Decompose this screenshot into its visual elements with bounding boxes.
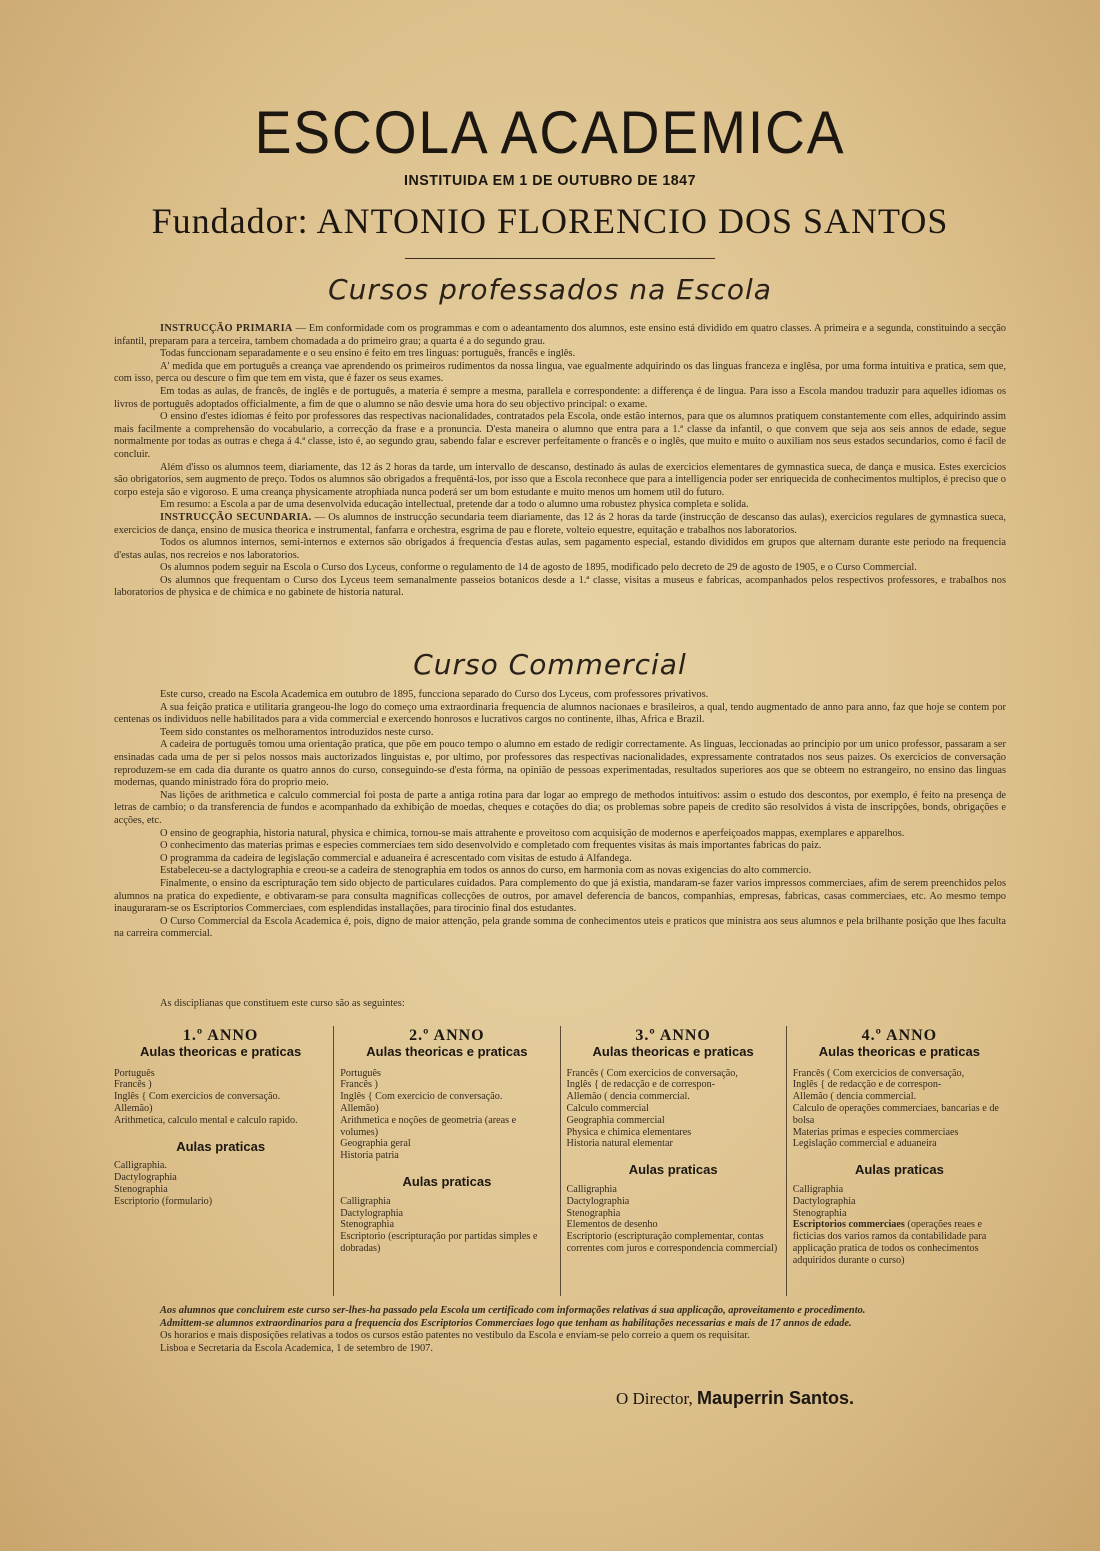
practice-heading: Aulas praticas bbox=[176, 1138, 266, 1154]
practice-heading: Aulas praticas bbox=[628, 1162, 718, 1178]
list-item: Escriptorio (escripturação complementar, contas correntes com juros e correspondencia commercial) bbox=[566, 1231, 778, 1254]
divider bbox=[405, 258, 715, 259]
list-item: Escriptorio (formulario) bbox=[114, 1195, 213, 1207]
section-title-cursos: Cursos professados na Escola bbox=[328, 273, 772, 306]
list-item: Francês ( Com exercicios de conversação, bbox=[566, 1067, 738, 1079]
paragraph-text: Além d'isso os alumnos teem, diariamente, das 12 ás 2 horas da tarde, um intervallo de descanso, destinado ás aulas de exercicios elementares de gymnastica sueca, de dança e musica. Estes exercicios são obrigatorios, sem augmento de preço. Todos os alumnos são obrigados a frequêntá-los, por isso que a Escola reconhece que para a intelligencia poder ser enriquecida de conhecimentos multiplos, é preciso que o corpo esteja são e vigoroso. E uma creança physicamente atrophiada nunca poderá ser um bom estudante e muito menos um homem util do futuro. bbox=[114, 461, 1006, 498]
note-extraordinary: Admittem-se alumnos extraordinarios para a frequencia dos Escriptorios Commerciaes logo que tenham as habilitações necessarias e mais de 17 annos de edade. bbox=[160, 1317, 852, 1329]
curriculum-columns bbox=[108, 1026, 1012, 1296]
list-item: Francês ) bbox=[114, 1079, 152, 1091]
paragraph bbox=[114, 361, 1006, 386]
list-item: Allemão) bbox=[340, 1102, 379, 1114]
paragraph: Nas lições de arithmetica e calculo commercial foi posta de parte a antiga rotina para dar logar ao emprego de methodos intuitivos: assim o estudo dos descontos, por exemplo, é feito na presença de letras de cambio; o da transferencia de fundos e acompanhado da exhibição de moedas, cheques e cotações do dia; os problemas sobre papeis de credito são resolvidos á vista de inscripções, bonds, obrigações e acções, etc. bbox=[114, 789, 1006, 826]
list-item: Calculo de operações commerciaes, bancarias e de bolsa bbox=[792, 1102, 999, 1126]
paragraph: Estabeleceu-se a dactylographia e creou-se a cadeira de stenographia em todos os annos do curso, em harmonia com as novas exigencias do alto commercio. bbox=[160, 865, 812, 877]
list-item: Physica e chimica elementares bbox=[566, 1126, 692, 1138]
list-item: Geographia commercial bbox=[566, 1114, 665, 1126]
paragraph: Este curso, creado na Escola Academica em outubro de 1895, funcciona separado do Curso dos Lyceus, com professores privativos. bbox=[160, 689, 709, 700]
paragraph bbox=[114, 411, 1006, 461]
theory-heading: Aulas theoricas e praticas bbox=[818, 1043, 980, 1059]
practice-list bbox=[114, 1160, 327, 1207]
paragraph bbox=[114, 323, 1006, 348]
year-label: 2.º ANNO bbox=[409, 1027, 485, 1044]
paragraph-text: — Os alumnos de instrucção secundaria teem diariamente, das 12 ás 2 horas da tarde (instrucção de descanso das aulas), exercicios regulares de gymnastica sueca, exercicios de dança, ensino de musica theorica e instrumental, fanfarra e orchestra, esgrima de pau e florete, volteio equestre, equitação e trabalhos nos laboratorios. bbox=[114, 511, 1007, 536]
list-item: Historia natural elementar bbox=[566, 1138, 673, 1150]
page-title: ESCOLA ACADEMICA bbox=[254, 99, 846, 166]
list-item: Arithmetica, calculo mental e calculo rapido. bbox=[114, 1114, 298, 1126]
list-item: Calligraphia. bbox=[114, 1160, 167, 1172]
list-item: Dactylographia bbox=[340, 1207, 404, 1219]
theory-heading: Aulas theoricas e praticas bbox=[140, 1043, 302, 1059]
list-item: Stenographia bbox=[340, 1219, 395, 1231]
paragraph bbox=[114, 562, 1006, 575]
paragraph bbox=[114, 348, 1006, 361]
note-date: Lisboa e Secretaria da Escola Academica, 1 de setembro de 1907. bbox=[160, 1342, 433, 1354]
paragraph-text: Em resumo: a Escola a par de uma desenvolvida educação intellectual, pretende dar a todo o alumno uma robustez physica completa e solida. bbox=[160, 499, 749, 511]
list-item: Inglês { de redacção e de correspon- bbox=[566, 1079, 716, 1091]
paragraph: A cadeira de português tomou uma orientação pratica, que põe em pouco tempo o alumno em estado de redigir correctamente. As linguas, leccionadas ao principio por um unico professor, passaram a ser ensinadas cada uma de per si pelos nossos mais auctorizados linguistas e, por ultimo, por professores das respectivas nacionalidades, expressamente contratados nos seus paizes. Os exercicios de conversação reproduzem-se em cada dia durante os quatro annos do curso, conseguindo-se d'esta fórma, na opinião de pessoas experimentadas, resultados superiores aos que se obteem no estrangeiro, no ensino das linguas modernas, quando ministrado fóra do proprio meio. bbox=[114, 739, 1006, 789]
paragraph-text: A' medida que em português a creança vae aprendendo os primeiros rudimentos da nossa lingua, vae egualmente adquirindo os das linguas franceza e inglêsa, por uma forma intuitiva e pratica, sem que, com isso, perca ou descure o fim que tem em vista, que é fazer os seus exames. bbox=[114, 360, 1006, 385]
paragraph: Teem sido constantes os melhoramentos introduzidos neste curso. bbox=[160, 726, 434, 738]
list-item: Stenographia bbox=[792, 1207, 847, 1219]
list-item: Legislação commercial e aduaneira bbox=[792, 1138, 937, 1150]
section-body-cursos bbox=[114, 323, 1006, 600]
list-item: Inglês { Com exercicios de conversação. bbox=[114, 1091, 281, 1103]
founding-date: INSTITUIDA EM 1 DE OUTUBRO DE 1847 bbox=[404, 172, 696, 189]
list-item: Historia patria bbox=[340, 1150, 399, 1162]
list-item: Allemão ( dencia commercial. bbox=[792, 1091, 917, 1103]
list-item: Allemão) bbox=[114, 1102, 153, 1114]
theory-list bbox=[793, 1068, 1006, 1151]
practice-list bbox=[340, 1196, 553, 1255]
list-item: Stenographia bbox=[566, 1207, 621, 1219]
practice-heading: Aulas praticas bbox=[402, 1173, 492, 1189]
paragraph bbox=[114, 512, 1006, 537]
list-item: Calligraphia bbox=[792, 1183, 844, 1195]
signature-prefix: O Director, bbox=[616, 1389, 693, 1408]
list-item: Elementos de desenho bbox=[566, 1219, 658, 1231]
list-item: Português bbox=[340, 1067, 381, 1079]
list-item: Dactylographia bbox=[114, 1172, 177, 1184]
list-item: Inglês { Com exercicio de conversação. bbox=[340, 1091, 503, 1103]
year-column bbox=[561, 1026, 787, 1296]
theory-list bbox=[567, 1068, 780, 1151]
theory-list bbox=[340, 1068, 553, 1162]
note-schedules: Os horarios e mais disposições relativas a todos os cursos estão patentes no vestibulo da Escola e enviam-se pelo correio a quem os requisitar. bbox=[160, 1330, 750, 1342]
paragraph-text: Todos os alumnos internos, semi-internos e externos são obrigados á frequencia d'estas aulas, sem pagamento especial, estando divididos em grupos que alternam durante este periodo na frequencia d'estas aulas, nos recreios e nos laboratorios. bbox=[114, 537, 1006, 561]
paragraph-text: Em todas as aulas, de francês, de inglês e de português, a materia é sempre a mesma, parallela e correspondente: a differença é de lingua. Para isso a Escola mandou traduzir para aquelles idiomas os livros de português adoptados officialmente, a fim de que o alumno se não desvie uma hora do seu objectivo principal: o exame. bbox=[114, 385, 1006, 410]
final-notes bbox=[114, 1305, 1006, 1355]
year-label: 4.º ANNO bbox=[861, 1027, 938, 1044]
year-column bbox=[108, 1026, 334, 1296]
list-item: Francês ( Com exercicios de conversação, bbox=[792, 1067, 965, 1079]
list-item: Dactylographia bbox=[792, 1195, 856, 1207]
paragraph: O programma da cadeira de legislação commercial e aduaneira é acrescentado com visitas de estudo á Alfandega. bbox=[160, 852, 632, 864]
paragraph-text: Os alumnos que frequentam o Curso dos Lyceus teem semanalmente passeios botanicos desde a 1.ª classe, visitas a museus e fabricas, acompanhados pelos respectivos professores, e trabalhos nos laboratorios de physica e de chimica e no gabinete de historia natural. bbox=[114, 574, 1006, 599]
list-item: Arithmetica e noções de geometria (areas e volumes) bbox=[340, 1114, 517, 1138]
list-item: Materias primas e especies commerciaes bbox=[792, 1126, 959, 1138]
paragraph-text: Os alumnos podem seguir na Escola o Curso dos Lyceus, conforme o regulamento de 14 de agosto de 1895, modificado pelo decreto de 29 de agosto de 1905, e o Curso Commercial. bbox=[160, 562, 917, 574]
practice-list bbox=[567, 1184, 780, 1255]
list-item: Francês ) bbox=[340, 1079, 378, 1091]
section-body-commercial bbox=[114, 689, 1006, 941]
list-item: Calculo commercial bbox=[566, 1102, 649, 1114]
paragraph: O Curso Commercial da Escola Academica é, pois, digno de maior attenção, pela grande somma de conhecimentos uteis e praticos que ministra aos seus alumnos e pela brilhante posição que lhes faculta na carreira commercial. bbox=[114, 915, 1006, 940]
year-label: 3.º ANNO bbox=[635, 1027, 711, 1044]
paragraph: O conhecimento das materias primas e especies commerciaes tem sido desenvolvido e completado com frequentes visitas ás mais importantes fabricas do paiz. bbox=[160, 840, 822, 852]
paragraph-lead: INSTRUCÇÃO PRIMARIA bbox=[160, 323, 293, 334]
paragraph: Finalmente, o ensino da escripturação tem sido objecto de particulares cuidados. Para complemento do que já existia, mandaram-se fazer varios impressos commerciaes, afim de serem preenchidos pelos alumnos na pratica do expediente, e obtivaram-se para consulta magnificas collecções de outros, por amavel deferencia de bancos, companhias, empresas, fabricas, casas commerciaes, etc. Ao mesmo tempo inauguraram-se os Escriptorios Commerciaes, com esplendidas installações, para tirocinio final dos estudantes. bbox=[114, 877, 1006, 915]
paragraph bbox=[114, 386, 1006, 411]
list-item: Stenographia bbox=[114, 1183, 168, 1195]
list-item: Allemão ( dencia commercial. bbox=[566, 1091, 690, 1103]
list-item: Escriptorio (escripturação por partidas simples e dobradas) bbox=[340, 1231, 538, 1254]
practice-list bbox=[793, 1184, 1006, 1267]
list-item: Português bbox=[114, 1067, 155, 1079]
paragraph bbox=[114, 575, 1006, 600]
theory-list bbox=[114, 1068, 327, 1127]
year-label: 1.º ANNO bbox=[182, 1027, 259, 1044]
paragraph: A sua feição pratica e utilitaria grangeou-lhe logo do começo uma extraordinaria frequencia de alumnos nacionaes e brasileiros, a qual, tendo augmentado de anno para anno, faz que hoje se contem por centenas os individuos nelle habilitados para a vida commercial e exercendo honrosos e lucrativos cargos no continente, ilhas, Africa e Brazil. bbox=[114, 701, 1006, 726]
year-column bbox=[787, 1026, 1012, 1296]
list-item: Calligraphia bbox=[566, 1183, 617, 1195]
paragraph-text: O ensino d'estes idiomas é feito por professores das respectivas nacionalidades, contratados pela Escola, onde estão internos, para que os alumnos pratiquem constantemente com elles, adquirindo assim mais facilmente a comprehensão do vocabulario, a correcção da frase e a pronuncia. D'esta maneira o alumno que entra para a 1.ª classe da infantil, o que convem que seja aos seis annos de edade, segue normalmente por todas as outras e chega á 4.ª classe, isto é, ao segundo grau, sabendo falar e escrever perfeitamente o francês e o inglês, que muito e muito o auxiliam nos seus estados secundarios, como é facil de concluir. bbox=[114, 411, 1006, 460]
paragraph bbox=[114, 537, 1006, 562]
list-item: Inglês { de redacção e de correspon- bbox=[792, 1079, 942, 1091]
disciplines-intro: As disciplianas que constituem este curso são as seguintes: bbox=[160, 998, 405, 1009]
paragraph bbox=[114, 462, 1006, 500]
list-item: Dactylographia bbox=[566, 1195, 630, 1207]
year-column bbox=[334, 1026, 560, 1296]
paragraph-lead: INSTRUCÇÃO SECUNDARIA. bbox=[160, 511, 312, 523]
list-item-bold: Escriptorios commerciaes bbox=[792, 1219, 905, 1231]
theory-heading: Aulas theoricas e praticas bbox=[592, 1043, 754, 1059]
section-title-commercial: Curso Commercial bbox=[413, 648, 687, 681]
founder-line: Fundador: ANTONIO FLORENCIO DOS SANTOS bbox=[151, 201, 949, 241]
paragraph-text: — Em conformidade com os programmas e com o adeantamento dos alumnos, este ensino está dividido em quatro classes. A primeira e a segunda, constituindo a secção infantil, preparam para a terceira, tambem chomadada a do primeiro grau; a quarta é a do segundo grau. bbox=[114, 323, 1006, 347]
note-certificate: Aos alumnos que concluirem este curso ser-lhes-ha passado pela Escola um certificado com informações relativas á sua applicação, aproveitamento e procedimento. bbox=[160, 1305, 866, 1316]
paragraph: O ensino de geographia, historia natural, physica e chimica, tornou-se mais attrahente e proveitoso com acquisição de modernos e aperfeiçoados mappas, exemplares e apparelhos. bbox=[160, 827, 905, 839]
practice-heading: Aulas praticas bbox=[854, 1162, 944, 1178]
paragraph bbox=[114, 499, 1006, 512]
list-item: Escriptorios commerciaes (operações reaes e ficticias dos varios ramos da contabilidade para applicação pratica de todos os conhecimentos adquiridos durante o curso) bbox=[792, 1219, 987, 1266]
paragraph-text: Todas funccionam separadamente e o seu ensino é feito em tres linguas: português, francês e inglês. bbox=[160, 348, 576, 360]
signature-name: Mauperrin Santos. bbox=[696, 1388, 855, 1408]
signature bbox=[616, 1388, 854, 1409]
list-item: Geographia geral bbox=[340, 1138, 411, 1150]
theory-heading: Aulas theoricas e praticas bbox=[366, 1043, 528, 1059]
list-item: Calligraphia bbox=[340, 1195, 391, 1207]
